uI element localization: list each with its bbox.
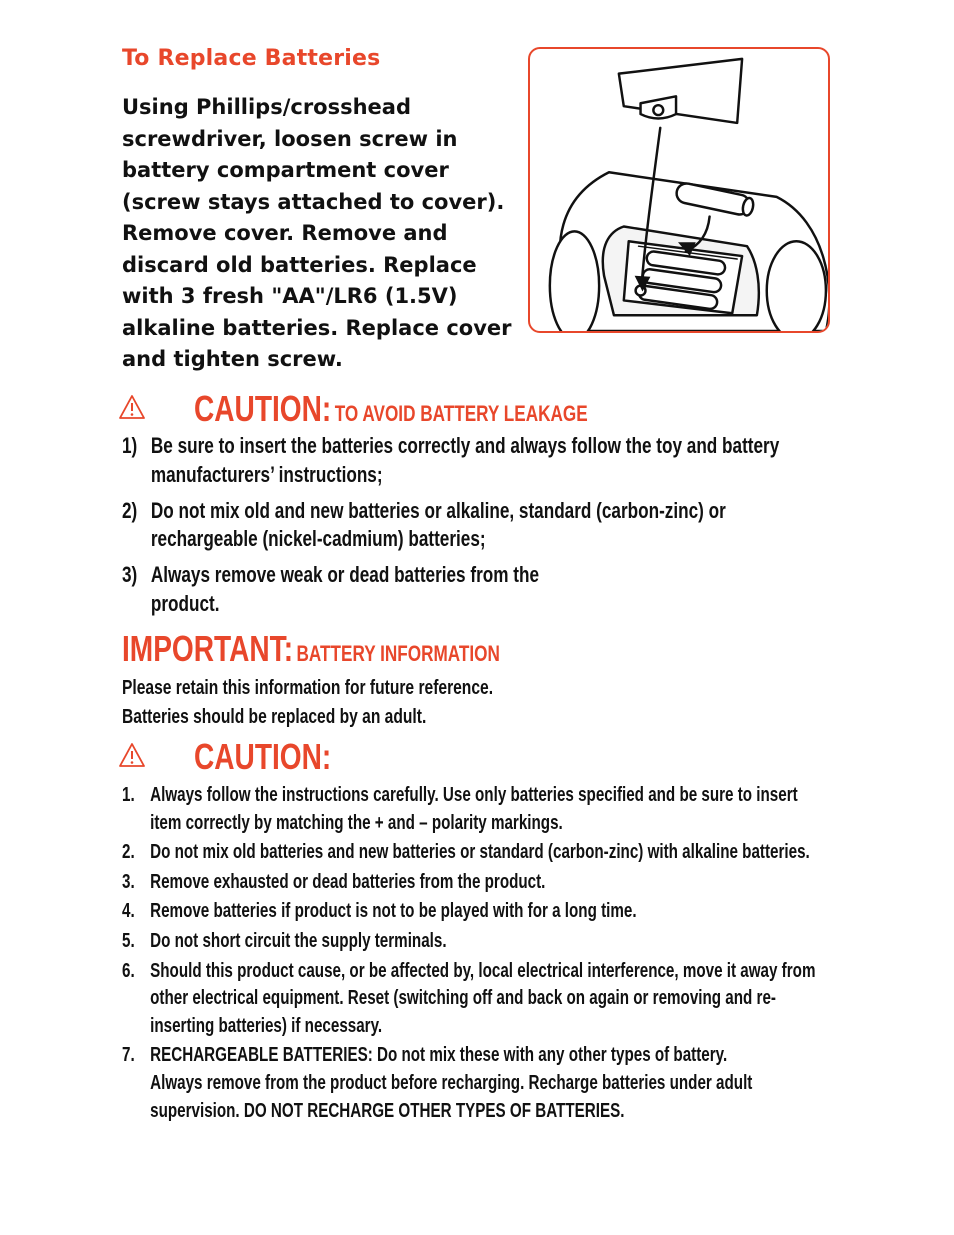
item-number: 7.	[122, 1044, 135, 1067]
instruction-line: (screw stays attached to cover).	[122, 189, 505, 214]
info-line: Batteries should be replaced by an adult.	[122, 706, 427, 728]
list-item	[122, 432, 832, 489]
battery-compartment-illustration	[528, 47, 830, 333]
item-text: Do not mix old batteries and new batteries or standard (carbon-zinc) with alkaline batteries.	[150, 841, 810, 864]
item-number: 4.	[122, 900, 135, 923]
important-info	[122, 674, 668, 732]
caution2-heading	[194, 736, 331, 778]
item-text: Always remove weak or dead batteries from the product.	[150, 562, 540, 616]
item-number: 2)	[122, 497, 138, 523]
item-text: Do not short circuit the supply terminals.	[150, 929, 447, 952]
list-item	[122, 869, 825, 897]
item-text: Remove exhausted or dead batteries from the product.	[150, 870, 546, 893]
section-title: To Replace Batteries	[122, 46, 381, 71]
instruction-line: and tighten screw.	[122, 347, 343, 371]
item-text: RECHARGEABLE BATTERIES: Do not mix these with any other types of battery. Always remove from the product before recharging. Recharge batteries under adult supervision. DO NOT RECHARGE OTHER TYPES OF BATTERIES.	[150, 1044, 753, 1122]
caution-label: CAUTION:	[194, 388, 332, 429]
item-number: 2.	[122, 841, 135, 864]
list-item	[122, 839, 825, 867]
caution2-label: CAUTION:	[194, 736, 332, 777]
item-text: Always follow the instructions carefully. Use only batteries specified and be sure to insert item correctly by matching the + and – polarity markings.	[150, 784, 798, 834]
caution-list	[122, 432, 832, 626]
instruction-line: discard old batteries. Replace	[122, 252, 477, 277]
caution2-list	[122, 782, 825, 1127]
item-text: Do not mix old and new batteries or alkaline, standard (carbon-zinc) or rechargeable (nickel-cadmium) batteries;	[150, 497, 726, 551]
item-number: 6.	[122, 959, 135, 982]
instruction-line: alkaline batteries. Replace cover	[122, 315, 512, 340]
instruction-line: Remove cover. Remove and	[122, 221, 448, 245]
important-sublabel: BATTERY INFORMATION	[296, 641, 500, 666]
important-label: IMPORTANT:	[122, 628, 294, 669]
caution-heading	[194, 388, 588, 430]
item-text: Be sure to insert the batteries correctly and always follow the toy and battery manufacturers’ instructions;	[150, 433, 780, 487]
list-item	[122, 958, 825, 1041]
item-number: 1.	[122, 784, 135, 806]
list-item	[122, 928, 825, 956]
replace-instructions	[122, 92, 522, 376]
info-line: Please retain this information for future reference.	[122, 677, 494, 699]
instruction-line: screwdriver, loosen screw in	[122, 126, 458, 151]
warning-triangle-icon	[118, 394, 146, 420]
item-number: 1)	[122, 433, 138, 458]
list-item	[122, 782, 825, 837]
instruction-line: battery compartment cover	[122, 158, 449, 182]
item-text: Remove batteries if product is not to be played with for a long time.	[150, 900, 637, 923]
instruction-line: Using Phillips/crosshead	[122, 95, 412, 119]
item-number: 5.	[122, 929, 135, 952]
caution-sublabel: TO AVOID BATTERY LEAKAGE	[334, 401, 588, 426]
list-item	[122, 898, 825, 926]
important-heading	[122, 628, 500, 670]
item-text: Should this product cause, or be affected by, local electrical interference, move it away from other electrical equipment. Reset (switching off and back on again or removing and re-inserting batteries) if necessary.	[150, 959, 816, 1037]
list-item	[122, 561, 832, 618]
list-item	[122, 1042, 825, 1125]
warning-triangle-icon	[118, 742, 146, 768]
item-number: 3)	[122, 562, 138, 587]
list-item	[122, 497, 832, 554]
item-number: 3.	[122, 870, 135, 893]
instruction-line: with 3 fresh "AA"/LR6 (1.5V)	[122, 284, 458, 308]
